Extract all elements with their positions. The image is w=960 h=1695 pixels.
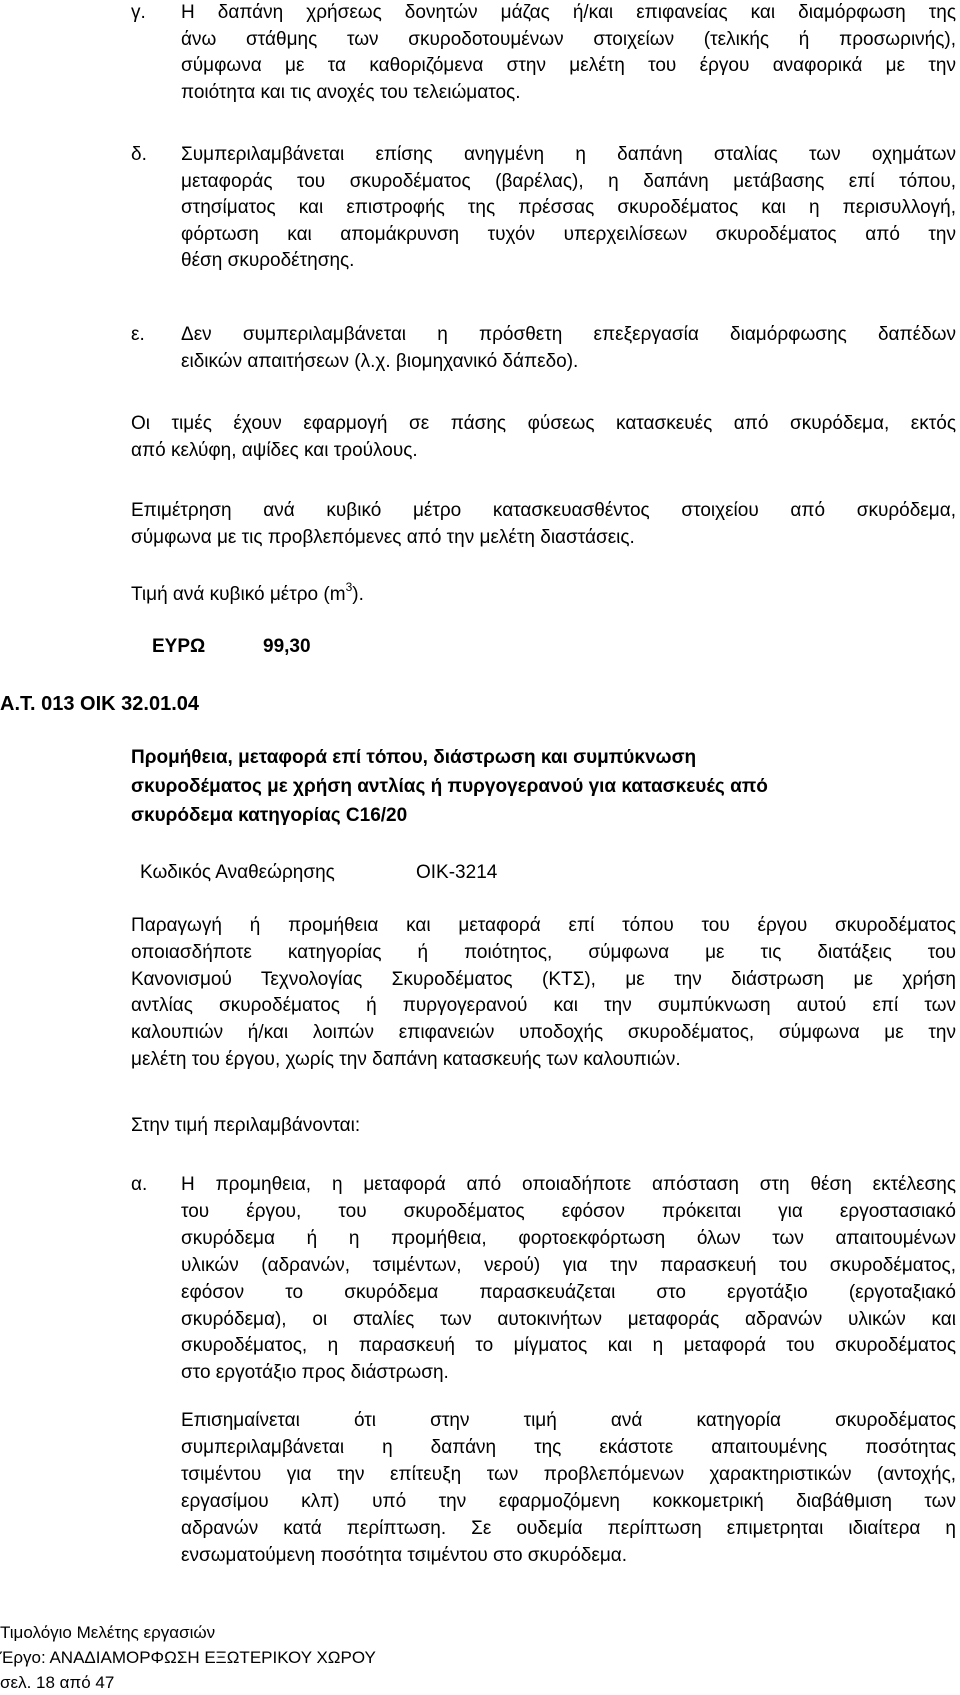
measurement-line: σύμφωνα με τις προβλεπόμενες από την μελέτη διαστάσεις. [131,526,635,548]
item-a-line: υλικών (αδρανών, τσιμέντων, νερού) για την παρασκευή του σκυροδέματος, [181,1254,956,1276]
item-d-line: θέση σκυροδέτησης. [181,250,355,271]
item-g-text [181,0,956,106]
item-g-line: Η δαπάνη χρήσεως δονητών μάζας ή/και επιφανείας και διαμόρφωση της [181,2,956,23]
description-line: Κανονισμού Τεχνολογίας Σκυροδέματος (ΚΤΣ), με την διάστρωση με χρήση [131,968,956,990]
prices-note-line: Οι τιμές έχουν εφαρμογή σε πάσης φύσεως κατασκευές από σκυρόδεμα, εκτός [131,413,956,434]
measurement-line: Επιμέτρηση ανά κυβικό μέτρο κατασκευασθέντος στοιχείου από σκυρόδεμα, [131,500,956,521]
item-a-marker: α. [131,1174,148,1195]
item-d-line: φόρτωση και απομάκρυνση τυχόν υπερχειλίσεων σκυροδέματος από την [181,223,956,245]
item-a-note [181,1408,956,1569]
item-a-note-line: συμπεριλαμβάνεται η δαπάνη της εκάστοτε απαιτουμένης ποσότητας [181,1436,956,1458]
item-d-text [181,142,956,275]
revision-label: Κωδικός Αναθεώρησης [140,862,335,883]
page-footer [0,1620,376,1695]
included-heading: Στην τιμή περιλαμβάνονται: [131,1115,361,1136]
price-amount: 99,30 [263,636,311,657]
item-a-note-line: εργασίμου κλπ) υπό την εφαρμοζόμενη κοκκομετρική διαβάθμιση των [181,1490,956,1512]
item-d-line: Συμπεριλαμβάνεται επίσης ανηγμένη η δαπάνη σταλίας των οχημάτων [181,144,956,165]
item-e-line: Δεν συμπεριλαμβάνεται η πρόσθετη επεξεργασία διαμόρφωσης δαπέδων [181,324,956,345]
footer-doc-title: Τιμολόγιο Μελέτης εργασιών [0,1623,216,1642]
item-a-note-line: τσιμέντου για την επίτευξη των προβλεπόμενων χαρακτηριστικών (αντοχής, [181,1463,956,1485]
item-a-line: σκυροδέματος, η παρασκευή το μίγματος και η μεταφορά του σκυροδέματος [181,1335,956,1357]
article-title-line: σκυροδέματος με χρήση αντλίας ή πυργογερανού για κατασκευές από [131,776,768,797]
article-code: Α.Τ. 013 ΟΙΚ 32.01.04 [0,693,200,715]
prices-note-line: από κελύφη, αψίδες και τρούλους. [131,439,418,461]
description-line: Παραγωγή ή προμήθεια και μεταφορά επί τόπου του έργου σκυροδέματος [131,915,956,936]
item-a-line: στο εργοτάξιο προς διάστρωση. [181,1362,449,1384]
article-description [131,913,956,1074]
item-g-marker: γ. [131,2,146,23]
description-line: αντλίας σκυροδέματος ή πυργογερανού και την συμπύκνωση αυτού επί των [131,995,956,1017]
item-a-line: εφόσον το σκυρόδεμα παρασκευάζεται στο εργοτάξιο (εργοταξιακό [181,1281,956,1303]
item-d-line: μεταφοράς του σκυροδέματος (βαρέλας), η δαπάνη μετάβασης επί τόπου, [181,170,956,192]
unit-price-suffix: ). [352,584,364,605]
prices-note [131,411,956,464]
footer-project: Έργο: ΑΝΑΔΙΑΜΟΡΦΩΣΗ ΕΞΩΤΕΡΙΚΟΥ ΧΩΡΟΥ [0,1648,376,1667]
unit-price-text [131,579,364,609]
unit-price-superscript: 3 [345,579,353,594]
measurement-text [131,498,956,551]
item-a-line: σκυρόδεμα), οι σταλίες των αυτοκινήτων μεταφοράς αδρανών υλικών και [181,1308,956,1330]
footer-page-number: σελ. 18 από 47 [0,1673,115,1692]
description-line: οποιασδήποτε κατηγορίας ή ποιότητος, σύμφωνα με τις διατάξεις του [131,941,956,963]
article-title-line: σκυρόδεμα κατηγορίας C16/20 [131,805,408,826]
item-a-line: Η προμηθεια, η μεταφορά από οποιαδήποτε απόσταση στη θέση εκτέλεσης [181,1174,956,1195]
item-a-note-line: ενσωματούμενη ποσότητα τσιμέντου στο σκυρόδεμα. [181,1544,628,1566]
item-d-marker: δ. [131,144,147,165]
item-a-note-line: Επισημαίνεται ότι στην τιμή ανά κατηγορία σκυροδέματος [181,1410,956,1431]
article-title-line: Προμήθεια, μεταφορά επί τόπου, διάστρωση και συμπύκνωση [131,747,697,768]
item-a-note-line: αδρανών κατά περίπτωση. Σε ουδεμία περίπτωση επιμετρηται ιδιαίτερα η [181,1517,956,1539]
unit-price-prefix: Τιμή ανά κυβικό μέτρο (m [131,584,346,605]
item-e-line: ειδικών απαιτήσεων (λ.χ. βιομηχανικό δάπεδο). [181,350,579,372]
item-g-line: ποιότητα και τις ανοχές του τελειώματος. [181,81,521,103]
item-a-line: σκυρόδεμα ή η προμήθεια, φορτοεκφόρτωση όλων των απαιτουμένων [181,1227,956,1249]
item-a-line: του έργου, του σκυροδέματος εφόσον πρόκειται για εργοστασιακό [181,1200,956,1222]
item-a-text [181,1172,956,1387]
article-title [131,743,956,830]
item-e-marker: ε. [131,324,145,345]
item-d-line: στησίματος και επιστροφής της πρέσσας σκυροδέματος και η περισυλλογή, [181,197,956,218]
description-line: μελέτη του έργου, χωρίς την δαπάνη κατασκευής των καλουπιών. [131,1048,681,1070]
item-e-text [181,322,956,375]
item-g-line: σύμφωνα με τα καθοριζόμενα στην μελέτη του έργου αναφορικά με την [181,55,956,76]
description-line: καλουπιών ή/και λοιπών επιφανειών υποδοχής σκυροδέματος, σύμφωνα με την [131,1022,956,1044]
item-g-line: άνω στάθμης των σκυροδοτουμένων στοιχείων (τελικής ή προσωρινής), [181,28,956,50]
revision-code: ΟΙΚ-3214 [416,862,498,883]
price-currency: ΕΥΡΩ [152,636,206,657]
